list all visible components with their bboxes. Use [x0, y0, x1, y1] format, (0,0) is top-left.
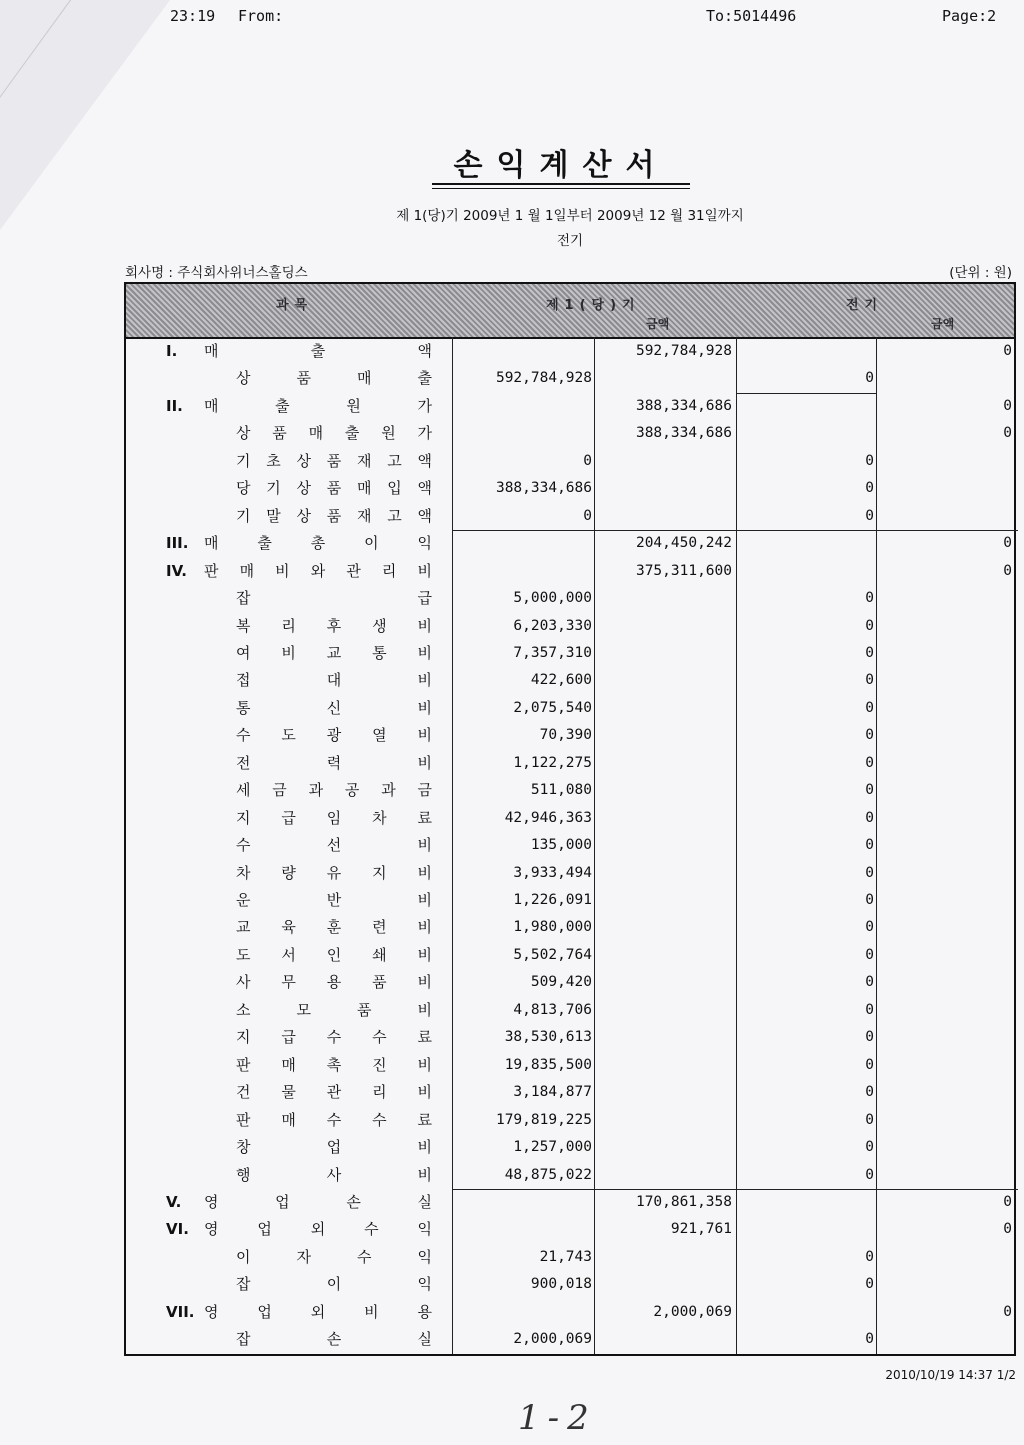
table-row	[126, 530, 1014, 557]
amount-c3: 0	[865, 1331, 874, 1348]
amount-c1: 135,000	[530, 837, 592, 854]
account-label: 지 급 수 수 료	[236, 1028, 432, 1047]
account-label: 여 비 교 통 비	[236, 643, 432, 662]
amount-c1: 48,875,022	[504, 1166, 592, 1183]
amount-c3: 0	[865, 892, 874, 908]
amount-c1: 42,946,363	[504, 809, 592, 826]
amount-c4: 0	[1003, 562, 1012, 579]
amount-c3: 0	[865, 754, 874, 771]
account-label: 기 말 상 품 재 고 액	[236, 506, 432, 525]
account-label: 소 모 품 비	[236, 1000, 432, 1019]
account-label: 접 대 비	[236, 671, 432, 690]
account-label: 통 신 비	[236, 698, 432, 717]
account-label: 영 업 손 실	[204, 1192, 432, 1211]
fax-timestamp: 2010/10/19 14:37 1/2	[885, 1368, 1016, 1382]
amount-c3: 0	[865, 644, 874, 661]
section-numeral: I.	[166, 342, 178, 360]
amount-c1: 511,080	[530, 782, 592, 799]
table-row	[126, 1162, 1014, 1189]
table-row	[126, 393, 1014, 420]
table-row	[126, 475, 1014, 502]
amount-c1: 6,203,330	[513, 617, 592, 634]
section-rule	[736, 393, 876, 394]
amount-c3: 0	[865, 809, 874, 826]
amount-c4: 0	[1003, 425, 1012, 442]
amount-c1: 4,813,706	[513, 1001, 592, 1018]
prior-period-label: 전기	[556, 233, 584, 249]
amount-c3: 0	[865, 727, 874, 744]
amount-c2: 204,450,242	[635, 535, 732, 552]
account-label: 잡 급	[236, 589, 432, 608]
amount-c1: 3,184,877	[513, 1084, 592, 1101]
title-underline-thin	[432, 188, 690, 189]
amount-c1: 5,502,764	[513, 946, 592, 963]
account-label: 도 서 인 쇄 비	[236, 945, 432, 964]
account-label: 수 선 비	[236, 836, 432, 855]
income-statement-table	[124, 282, 1016, 1356]
table-header	[126, 284, 1014, 339]
table-row	[126, 1216, 1014, 1243]
amount-c1: 0	[583, 507, 592, 524]
account-label: 매 출 총 이 익	[204, 534, 432, 553]
table-row	[126, 613, 1014, 640]
table-row	[126, 1107, 1014, 1134]
table-row	[126, 1189, 1014, 1216]
section-numeral: VI.	[166, 1220, 189, 1239]
amount-c4: 0	[1003, 343, 1012, 359]
account-label: 행 사 비	[236, 1165, 432, 1184]
amount-c3: 0	[865, 974, 874, 991]
amount-c4: 0	[1003, 397, 1012, 414]
table-row	[126, 365, 1014, 392]
amount-c3: 0	[865, 699, 874, 716]
amount-c4: 0	[1003, 1221, 1012, 1238]
section-numeral: IV.	[166, 561, 187, 580]
table-row	[126, 832, 1014, 859]
amount-c3: 0	[865, 590, 874, 607]
account-label: 영 업 외 비 용	[204, 1302, 432, 1321]
section-numeral: V.	[166, 1192, 182, 1211]
section-numeral: II.	[166, 396, 183, 415]
amount-c3: 0	[865, 507, 874, 524]
amount-c1: 1,980,000	[513, 919, 592, 936]
header-current-amount: 금액	[646, 317, 670, 331]
fax-time: 23:19	[170, 7, 216, 25]
amount-c4: 0	[1003, 1303, 1012, 1320]
amount-c1: 592,784,928	[495, 370, 592, 387]
amount-c3: 0	[865, 672, 874, 689]
amount-c1: 5,000,000	[513, 590, 592, 607]
table-row	[126, 860, 1014, 887]
amount-c4: 0	[1003, 1193, 1012, 1210]
account-label: 교 육 훈 련 비	[236, 918, 432, 937]
table-row	[126, 887, 1014, 914]
account-label: 기 초 상 품 재 고 액	[236, 451, 432, 470]
table-row	[126, 667, 1014, 694]
amount-c3: 0	[865, 452, 874, 469]
account-label: 지 급 임 차 료	[236, 808, 432, 827]
table-row	[126, 1079, 1014, 1106]
amount-c3: 0	[865, 1166, 874, 1183]
account-label: 잡 이 익	[236, 1275, 432, 1294]
document-title: 손익계산서	[453, 148, 669, 183]
amount-c3: 0	[865, 864, 874, 881]
amount-c1: 70,390	[539, 727, 592, 744]
section-numeral: III.	[166, 534, 189, 553]
account-label: 상 품 매 출	[236, 369, 432, 388]
amount-c2: 375,311,600	[635, 562, 732, 579]
amount-c3: 0	[865, 1084, 874, 1101]
amount-c2: 592,784,928	[635, 343, 732, 359]
table-row	[126, 1052, 1014, 1079]
amount-c3: 0	[865, 370, 874, 387]
table-row	[126, 1244, 1014, 1271]
account-label: 전 력 비	[236, 753, 432, 772]
amount-c1: 0	[583, 452, 592, 469]
fiscal-period: 제 1(당)기 2009년 1 월 1일부터 2009년 12 월 31일까지	[396, 208, 744, 224]
amount-c1: 2,075,540	[513, 699, 592, 716]
table-row	[126, 1134, 1014, 1161]
amount-c1: 1,257,000	[513, 1139, 592, 1156]
account-label: 세 금 과 공 과 금	[236, 781, 432, 800]
amount-c3: 0	[865, 1029, 874, 1046]
fax-to: To:5014496	[706, 7, 797, 25]
table-row	[126, 585, 1014, 612]
table-row	[126, 722, 1014, 749]
table-row	[126, 503, 1014, 530]
amount-c2: 2,000,069	[653, 1303, 732, 1320]
table-row	[126, 338, 1014, 365]
amount-c1: 2,000,069	[513, 1331, 592, 1348]
amount-c3: 0	[865, 1001, 874, 1018]
account-label: 사 무 용 품 비	[236, 973, 432, 992]
table-row	[126, 997, 1014, 1024]
amount-c1: 3,933,494	[513, 864, 592, 881]
amount-c1: 422,600	[530, 672, 592, 689]
account-label: 매 출 원 가	[204, 396, 432, 415]
amount-c3: 0	[865, 1111, 874, 1128]
table-row	[126, 558, 1014, 585]
account-label: 상 품 매 출 원 가	[236, 424, 432, 443]
amount-c2: 921,761	[670, 1221, 732, 1238]
table-row	[126, 942, 1014, 969]
amount-c3: 0	[865, 946, 874, 963]
account-label: 판 매 촉 진 비	[236, 1055, 432, 1074]
header-prior: 전기	[846, 298, 884, 313]
table-row	[126, 1299, 1014, 1326]
table-row	[126, 969, 1014, 996]
section-rule	[452, 1189, 1018, 1190]
table-row	[126, 914, 1014, 941]
table-row	[126, 750, 1014, 777]
amount-c1: 900,018	[530, 1276, 592, 1293]
amount-c3: 0	[865, 480, 874, 497]
account-label: 영 업 외 수 익	[204, 1220, 432, 1239]
amount-c3: 0	[865, 919, 874, 936]
amount-c3: 0	[865, 1248, 874, 1265]
fax-from: From:	[238, 7, 284, 25]
account-label: 판 매 수 수 료	[236, 1110, 432, 1129]
table-row	[126, 420, 1014, 447]
amount-c3: 0	[865, 782, 874, 799]
amount-c1: 7,357,310	[513, 644, 592, 661]
amount-c1: 1,226,091	[513, 892, 592, 908]
amount-c1: 21,743	[539, 1248, 592, 1265]
account-label: 복 리 후 생 비	[236, 616, 432, 635]
amount-c1: 388,334,686	[495, 480, 592, 497]
header-prior-amount: 금액	[931, 317, 955, 331]
table-row	[126, 448, 1014, 475]
page-fold-corner	[0, 0, 170, 230]
amount-c2: 388,334,686	[635, 397, 732, 414]
section-numeral: VII.	[166, 1302, 195, 1321]
account-label: 건 물 관 리 비	[236, 1083, 432, 1102]
account-label: 판 매 비 와 관 리 비	[204, 561, 432, 580]
header-current: 제1(당)기	[546, 298, 641, 313]
amount-c1: 19,835,500	[504, 1056, 592, 1073]
table-row	[126, 695, 1014, 722]
amount-c3: 0	[865, 1139, 874, 1156]
account-label: 수 도 광 열 비	[236, 726, 432, 745]
amount-c2: 388,334,686	[635, 425, 732, 442]
account-label: 당 기 상 품 매 입 액	[236, 479, 432, 498]
account-label: 운 반 비	[236, 891, 432, 909]
table-row	[126, 1024, 1014, 1051]
amount-c1: 509,420	[530, 974, 592, 991]
amount-c1: 38,530,613	[504, 1029, 592, 1046]
amount-c2: 170,861,358	[635, 1193, 732, 1210]
amount-c3: 0	[865, 837, 874, 854]
amount-c3: 0	[865, 1276, 874, 1293]
account-label: 이 자 수 익	[236, 1247, 432, 1266]
section-rule	[452, 530, 1018, 531]
title-underline	[432, 183, 690, 185]
account-label: 차 량 유 지 비	[236, 863, 432, 882]
amount-c1: 1,122,275	[513, 754, 592, 771]
table-row	[126, 1326, 1014, 1353]
table-row	[126, 777, 1014, 804]
company-name: 회사명 : 주식회사위너스홀딩스	[125, 265, 308, 281]
table-row	[126, 805, 1014, 832]
handwritten-page-number: 1-2	[518, 1398, 597, 1438]
account-label: 매 출 액	[204, 342, 432, 360]
amount-c3: 0	[865, 1056, 874, 1073]
account-label: 잡 손 실	[236, 1330, 432, 1349]
table-row	[126, 640, 1014, 667]
header-account: 과목	[276, 298, 314, 313]
amount-c4: 0	[1003, 535, 1012, 552]
table-row	[126, 1271, 1014, 1298]
amount-c1: 179,819,225	[495, 1111, 592, 1128]
currency-unit: (단위 : 원)	[949, 265, 1012, 281]
amount-c3: 0	[865, 617, 874, 634]
account-label: 창 업 비	[236, 1138, 432, 1157]
fax-page: Page:2	[942, 7, 997, 25]
